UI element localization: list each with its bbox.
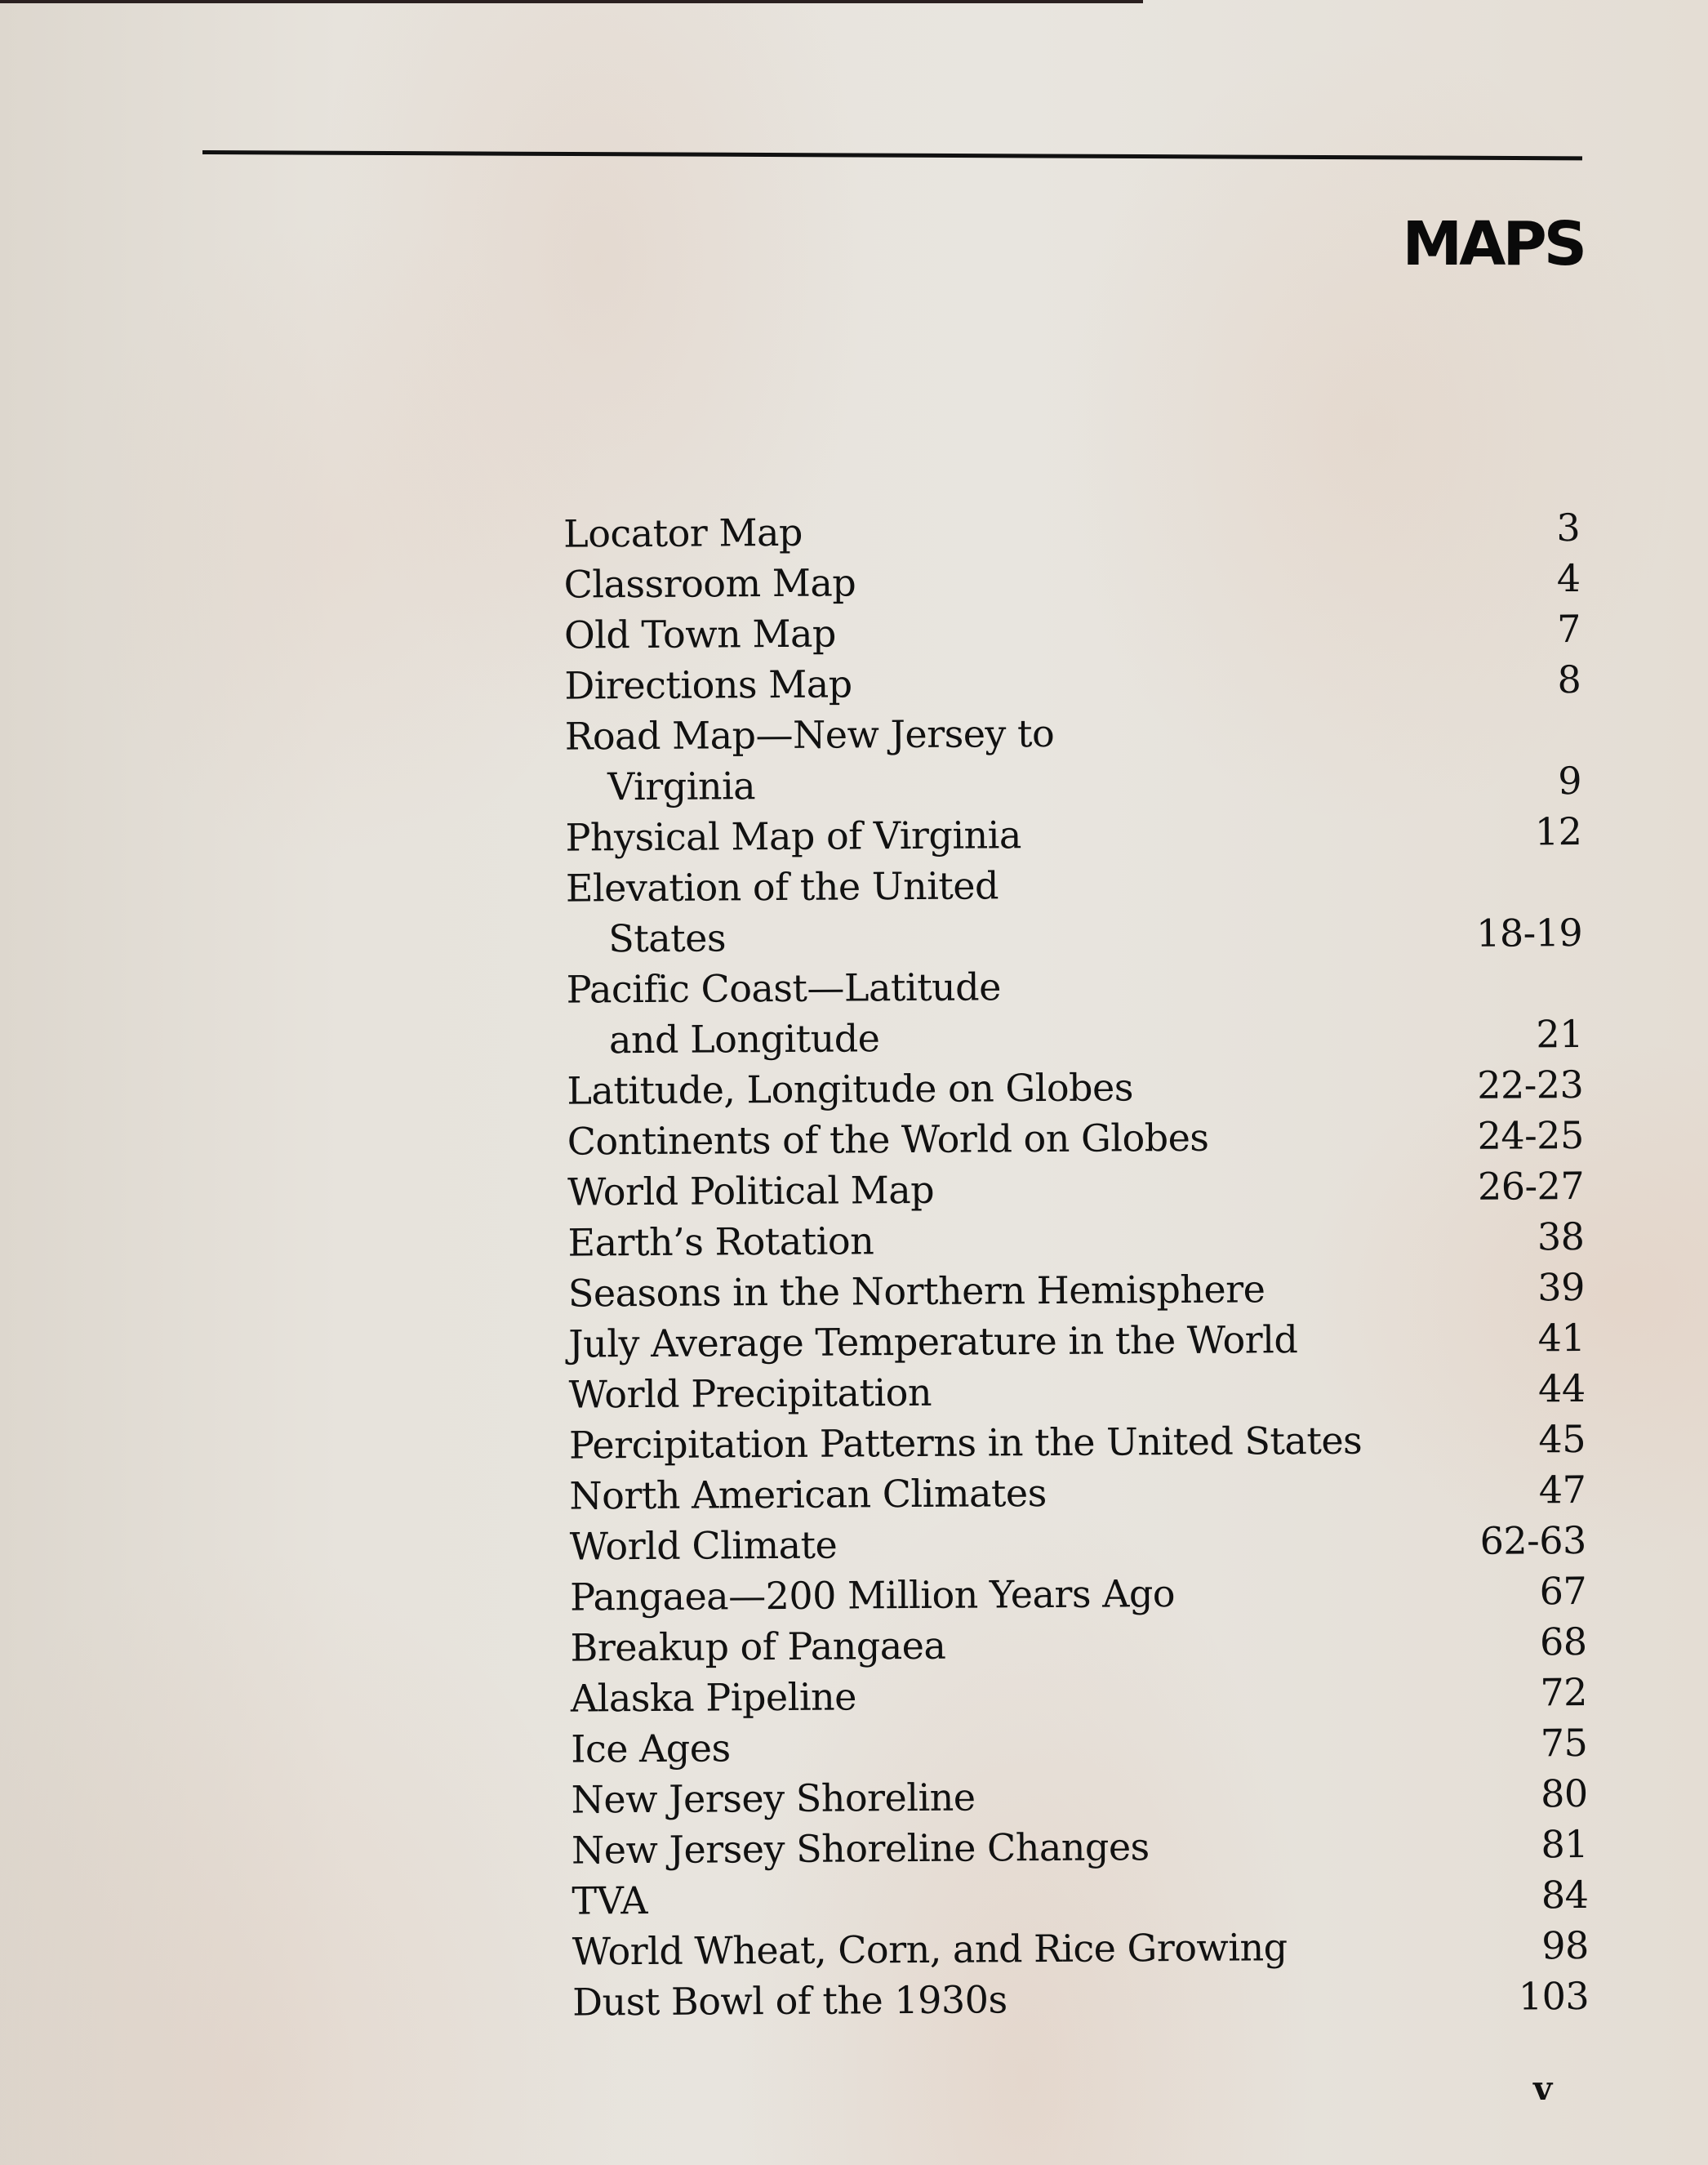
page-top-edge bbox=[0, 0, 1143, 3]
toc-entry bbox=[568, 1312, 1585, 1370]
toc-entry-title bbox=[572, 1869, 1588, 1927]
toc-entry bbox=[564, 604, 1581, 661]
toc-entry-page-number: 45 bbox=[1538, 1416, 1586, 1462]
toc-entry-title bbox=[564, 654, 1581, 711]
toc-entry-page-number: 68 bbox=[1539, 1619, 1587, 1664]
toc-entry-title-line: World Political Map bbox=[567, 1167, 935, 1214]
toc-entry-page-number: 9 bbox=[1558, 758, 1582, 804]
toc-entry-title-line: Seasons in the Northern Hemisphere bbox=[567, 1267, 1265, 1316]
toc-entry bbox=[567, 1160, 1584, 1218]
toc-entry-title-continuation: States bbox=[608, 915, 727, 961]
toc-entry bbox=[571, 1717, 1587, 1775]
toc-entry-title bbox=[563, 502, 1580, 559]
toc-entry-title-continuation: Virginia bbox=[607, 764, 756, 809]
toc-entry-title bbox=[569, 1414, 1586, 1471]
toc-entry-title-line: New Jersey Shoreline bbox=[571, 1775, 976, 1822]
toc-entry-title-line: Classroom Map bbox=[563, 560, 856, 607]
toc-entry-title bbox=[567, 1211, 1584, 1268]
toc-entry-title bbox=[568, 1363, 1585, 1420]
toc-entry-title-line: New Jersey Shoreline Changes bbox=[571, 1824, 1150, 1873]
toc-entry-title-line: Old Town Map bbox=[563, 611, 837, 657]
toc-entry-title bbox=[572, 1819, 1588, 1876]
toc-entry bbox=[568, 1262, 1585, 1319]
toc-entry bbox=[563, 553, 1580, 610]
toc-entry-title-line: Ice Ages bbox=[571, 1726, 731, 1771]
toc-entry-page-number: 98 bbox=[1541, 1922, 1589, 1968]
toc-entry-page-number: 3 bbox=[1556, 505, 1581, 550]
toc-entry-page-number: 21 bbox=[1536, 1011, 1584, 1057]
toc-entry-title-line: Road Map—New Jersey to bbox=[564, 711, 1055, 759]
toc-entry-page-number: 81 bbox=[1541, 1821, 1589, 1867]
toc-entry-title bbox=[566, 857, 1583, 964]
toc-entry-page-number: 18-19 bbox=[1475, 910, 1583, 956]
toc-entry-title-line: World Precipitation bbox=[568, 1370, 932, 1417]
toc-entry bbox=[568, 1363, 1585, 1420]
toc-entry-title bbox=[563, 553, 1580, 610]
toc-entry-title-line: Elevation of the United bbox=[565, 863, 999, 911]
toc-entry-title-continuation: and Longitude bbox=[608, 1016, 880, 1062]
toc-entry-title bbox=[569, 1464, 1586, 1521]
toc-entry-page-number: 72 bbox=[1540, 1669, 1588, 1715]
toc-entry-title bbox=[571, 1667, 1587, 1724]
toc-entry bbox=[572, 1971, 1589, 2028]
toc-entry-title bbox=[571, 1768, 1587, 1825]
toc-entry bbox=[567, 1211, 1584, 1268]
toc-entry-page-number: 84 bbox=[1541, 1872, 1589, 1918]
maps-table-of-contents bbox=[563, 502, 1589, 2028]
toc-entry-page-number: 26-27 bbox=[1477, 1163, 1585, 1209]
toc-entry-title-line: World Climate bbox=[569, 1522, 838, 1569]
toc-entry-page-number: 24-25 bbox=[1477, 1112, 1584, 1158]
toc-entry-title-line: Pacific Coast—Latitude bbox=[566, 964, 1002, 1012]
toc-entry-title bbox=[572, 1920, 1589, 1977]
toc-entry-title bbox=[566, 958, 1583, 1066]
toc-entry-title bbox=[568, 1262, 1585, 1319]
toc-entry bbox=[571, 1768, 1587, 1825]
toc-entry bbox=[566, 958, 1583, 1066]
toc-entry bbox=[567, 1059, 1583, 1116]
toc-entry-page-number: 103 bbox=[1518, 1973, 1590, 2019]
toc-entry-title-line: Continents of the World on Globes bbox=[567, 1115, 1209, 1164]
toc-entry-title bbox=[567, 1160, 1584, 1218]
toc-entry-page-number: 62-63 bbox=[1479, 1517, 1586, 1563]
toc-entry-title-line: Breakup of Pangaea bbox=[570, 1623, 946, 1670]
toc-entry bbox=[567, 1110, 1584, 1167]
toc-entry-page-number: 80 bbox=[1540, 1771, 1588, 1816]
toc-entry-page-number: 8 bbox=[1557, 657, 1581, 702]
toc-entry-title bbox=[570, 1566, 1586, 1623]
toc-entry-page-number: 44 bbox=[1537, 1365, 1586, 1411]
page-title: MAPS bbox=[1402, 208, 1584, 279]
toc-entry-title-line: July Average Temperature in the World bbox=[568, 1317, 1298, 1366]
toc-entry bbox=[570, 1566, 1586, 1623]
toc-entry bbox=[570, 1515, 1586, 1572]
toc-entry-page-number: 41 bbox=[1537, 1315, 1586, 1361]
toc-entry-page-number: 39 bbox=[1537, 1264, 1586, 1310]
toc-entry-title-line: TVA bbox=[572, 1878, 648, 1923]
toc-entry-title bbox=[570, 1515, 1586, 1572]
toc-entry-title bbox=[564, 604, 1581, 661]
toc-entry-page-number: 22-23 bbox=[1477, 1062, 1584, 1107]
toc-entry-page-number: 67 bbox=[1539, 1568, 1587, 1614]
toc-entry-page-number: 38 bbox=[1537, 1214, 1585, 1259]
toc-entry-page-number: 75 bbox=[1540, 1720, 1588, 1766]
toc-entry-title bbox=[567, 1059, 1583, 1116]
toc-entry-title-line: North American Climates bbox=[569, 1471, 1047, 1518]
toc-entry bbox=[571, 1667, 1587, 1724]
toc-entry bbox=[565, 705, 1582, 813]
toc-entry-title bbox=[572, 1971, 1589, 2028]
toc-entry-title-line: Alaska Pipeline bbox=[570, 1674, 857, 1721]
toc-entry-title-line: Directions Map bbox=[564, 662, 852, 708]
toc-entry bbox=[565, 806, 1581, 863]
toc-entry-title bbox=[568, 1312, 1585, 1370]
toc-entry bbox=[572, 1869, 1588, 1927]
toc-entry bbox=[564, 654, 1581, 711]
toc-entry-title-line: Percipitation Patterns in the United States bbox=[568, 1418, 1363, 1468]
toc-entry-title-line: Earth’s Rotation bbox=[567, 1218, 874, 1265]
toc-entry-title-line: World Wheat, Corn, and Rice Growing bbox=[572, 1925, 1288, 1974]
toc-entry-page-number: 47 bbox=[1538, 1467, 1586, 1512]
toc-entry-page-number: 7 bbox=[1557, 606, 1581, 652]
toc-entry-title bbox=[570, 1616, 1586, 1673]
toc-entry-title-line: Physical Map of Virginia bbox=[565, 813, 1022, 860]
toc-entry-page-number: 4 bbox=[1556, 555, 1581, 601]
toc-entry bbox=[572, 1920, 1589, 1977]
toc-entry-title-line: Pangaea—200 Million Years Ago bbox=[570, 1571, 1176, 1619]
toc-entry-title bbox=[565, 705, 1582, 813]
toc-entry bbox=[566, 857, 1583, 964]
toc-entry bbox=[563, 502, 1580, 559]
page-number: v bbox=[1533, 2069, 1553, 2108]
toc-entry-title bbox=[567, 1110, 1584, 1167]
toc-entry bbox=[572, 1819, 1588, 1876]
toc-entry bbox=[569, 1464, 1586, 1521]
toc-entry-title-line: Latitude, Longitude on Globes bbox=[567, 1065, 1134, 1113]
toc-entry bbox=[570, 1616, 1586, 1673]
toc-entry-page-number: 12 bbox=[1534, 809, 1582, 854]
toc-entry bbox=[569, 1414, 1586, 1471]
toc-entry-title-line: Locator Map bbox=[563, 510, 803, 556]
header-rule bbox=[202, 150, 1582, 160]
toc-entry-title bbox=[565, 806, 1581, 863]
toc-entry-title-line: Dust Bowl of the 1930s bbox=[572, 1977, 1007, 2025]
toc-entry-title bbox=[571, 1717, 1587, 1775]
